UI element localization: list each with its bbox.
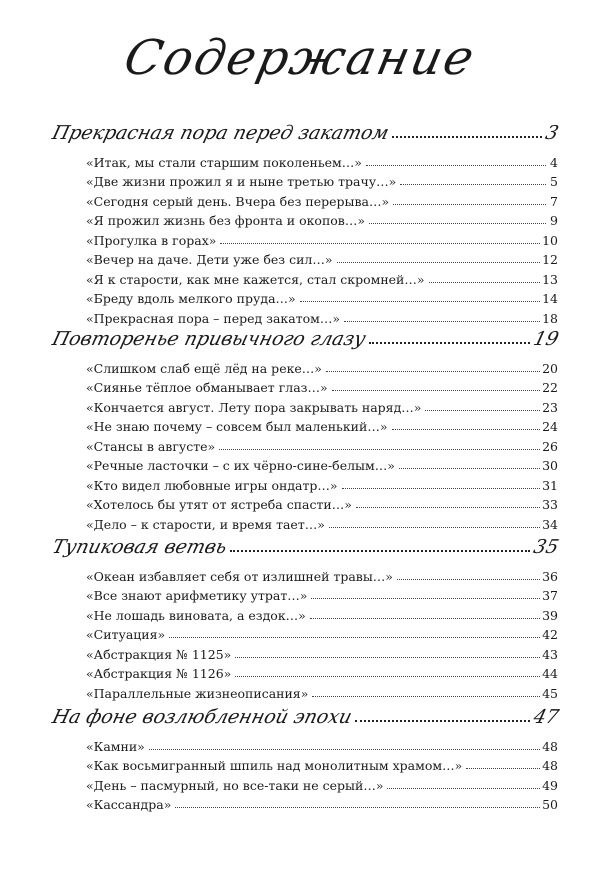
dot-leader	[393, 204, 546, 205]
dot-leader	[329, 527, 540, 528]
entry-title: «Кассандра»	[86, 797, 172, 812]
toc-entry[interactable]	[86, 793, 558, 813]
dot-leader	[310, 618, 540, 619]
entry-list	[50, 150, 558, 326]
dot-leader	[342, 488, 541, 489]
entry-title: «Я к старости, как мне кажется, стал скромней…»	[86, 271, 425, 287]
toc-entry[interactable]	[86, 189, 558, 209]
toc-entry[interactable]	[86, 623, 558, 643]
entry-title: «Абстракция № 1126»	[86, 666, 232, 681]
dot-leader	[337, 262, 541, 263]
toc-entry[interactable]	[86, 434, 558, 454]
dot-leader	[230, 550, 530, 552]
dot-leader	[369, 223, 546, 224]
entry-page-number: 50	[542, 797, 558, 812]
entry-page-number: 48	[542, 758, 558, 773]
entry-list	[50, 356, 558, 532]
entry-title: «Вечер на даче. Дети уже без сил…»	[86, 252, 333, 267]
entry-page-number: 43	[542, 646, 558, 662]
toc-entry[interactable]	[86, 754, 558, 774]
dot-leader	[392, 429, 541, 430]
section-heading[interactable]	[50, 530, 561, 558]
dot-leader	[235, 657, 540, 658]
entry-title: «Слишком слаб ещё лёд на реке…»	[86, 360, 322, 376]
dot-leader	[219, 449, 540, 450]
section-heading[interactable]	[50, 700, 561, 728]
section-page-number: 35	[531, 536, 561, 558]
entry-title: «Стансы в августе»	[86, 438, 216, 454]
toc-entry[interactable]	[86, 415, 558, 435]
dot-leader	[235, 676, 540, 677]
toc-entry[interactable]	[86, 376, 558, 396]
section-title: Тупиковая ветвь	[50, 536, 230, 558]
entry-title: «Ситуация»	[86, 627, 166, 642]
toc-entry[interactable]	[86, 287, 558, 307]
toc-entry[interactable]	[86, 150, 558, 170]
dot-leader	[169, 637, 540, 638]
section-heading[interactable]	[50, 322, 561, 350]
entry-page-number: 7	[550, 193, 558, 209]
dot-leader	[366, 165, 546, 166]
entry-page-number: 5	[550, 174, 558, 189]
dot-leader	[312, 696, 540, 697]
entry-title: «Как восьмигранный шпиль над монолитным храмом…»	[86, 758, 463, 773]
dot-leader	[369, 342, 530, 344]
entry-page-number: 26	[542, 438, 558, 454]
entry-title: «Я прожил жизнь без фронта и окопов…»	[86, 213, 365, 228]
entry-page-number: 34	[542, 516, 558, 532]
section-title: На фоне возлюбленной эпохи	[50, 706, 355, 728]
page-title: Содержание	[119, 30, 481, 86]
entry-page-number: 30	[542, 458, 558, 473]
entry-page-number: 18	[542, 310, 558, 326]
toc-entry[interactable]	[86, 454, 558, 474]
toc-entry[interactable]	[86, 584, 558, 604]
entry-page-number: 22	[542, 380, 558, 395]
entry-page-number: 13	[542, 271, 558, 287]
entry-title: «Абстракция № 1125»	[86, 646, 232, 662]
entry-title: «Кто видел любовные игры ондатр…»	[86, 477, 338, 493]
dot-leader	[149, 749, 540, 750]
dot-leader	[425, 410, 540, 411]
entry-title: «День – пасмурный, но все-таки не серый…»	[86, 777, 384, 793]
entry-list	[50, 734, 558, 812]
dot-leader	[400, 184, 546, 185]
toc-entry[interactable]	[86, 564, 558, 584]
entry-page-number: 48	[542, 738, 558, 754]
entry-title: «Две жизни прожил я и ныне третью трачу…»	[86, 174, 397, 189]
toc-entry[interactable]	[86, 248, 558, 268]
entry-page-number: 39	[542, 607, 558, 623]
entry-title: «Не лошадь виновата, а ездок…»	[86, 607, 306, 623]
toc-entry[interactable]	[86, 773, 558, 793]
entry-title: «Прогулка в горах»	[86, 232, 217, 248]
entry-title: «Параллельные жизнеописания»	[86, 685, 309, 701]
section-page-number: 3	[543, 122, 561, 144]
entry-page-number: 31	[542, 477, 558, 493]
section-title: Повторенье привычного глазу	[50, 328, 369, 350]
toc-entry[interactable]	[86, 493, 558, 513]
dot-leader	[220, 243, 540, 244]
section-page-number: 47	[531, 706, 561, 728]
dot-leader	[311, 598, 540, 599]
entry-page-number: 14	[542, 291, 558, 306]
dot-leader	[175, 807, 540, 808]
toc-entry[interactable]	[86, 734, 558, 754]
entry-page-number: 23	[542, 399, 558, 415]
dot-leader	[392, 136, 542, 138]
entry-page-number: 36	[542, 568, 558, 584]
entry-title: «Дело – к старости, и время тает…»	[86, 516, 325, 532]
entry-page-number: 44	[542, 666, 558, 681]
toc-entry[interactable]	[86, 642, 558, 662]
dot-leader	[332, 390, 540, 391]
entry-page-number: 33	[542, 497, 558, 512]
toc-entry[interactable]	[86, 356, 558, 376]
toc-entry[interactable]	[86, 512, 558, 532]
entry-title: «Кончается август. Лету пора закрывать наряд…»	[86, 399, 422, 415]
entry-page-number: 10	[542, 232, 558, 248]
entry-title: «Бреду вдоль мелкого пруда…»	[86, 291, 296, 306]
entry-title: «Хотелось бы утят от ястреба спасти…»	[86, 497, 352, 512]
entry-page-number: 37	[542, 588, 558, 603]
entry-title: «Сегодня серый день. Вчера без перерыва…»	[86, 193, 390, 209]
toc-section	[50, 322, 561, 532]
dot-leader	[300, 301, 540, 302]
entry-page-number: 9	[550, 213, 558, 228]
entry-page-number: 4	[550, 154, 558, 170]
entry-title: «Прекрасная пора – перед закатом…»	[86, 310, 341, 326]
toc-entry[interactable]	[86, 228, 558, 248]
section-page-number: 19	[531, 328, 561, 350]
toc-entry[interactable]	[86, 267, 558, 287]
entry-title: «Не знаю почему – совсем был маленький…»	[86, 419, 388, 434]
entry-title: «Речные ласточки – с их чёрно-сине-белым…»	[86, 458, 395, 473]
toc-section	[50, 116, 561, 326]
dot-leader	[466, 768, 540, 769]
entry-page-number: 49	[542, 777, 558, 793]
toc-entry[interactable]	[86, 603, 558, 623]
section-title: Прекрасная пора перед закатом	[50, 122, 392, 144]
dot-leader	[397, 579, 540, 580]
section-heading[interactable]	[50, 116, 561, 144]
dot-leader	[429, 282, 541, 283]
dot-leader	[387, 788, 540, 789]
dot-leader	[399, 468, 540, 469]
entry-page-number: 12	[542, 252, 558, 267]
toc-entry[interactable]	[86, 170, 558, 190]
toc-entry[interactable]	[86, 662, 558, 682]
entry-title: «Все знают арифметику утрат…»	[86, 588, 308, 603]
entry-list	[50, 564, 558, 701]
entry-title: «Итак, мы стали старшим поколеньем…»	[86, 154, 362, 170]
dot-leader	[326, 371, 540, 372]
toc-section	[50, 530, 561, 701]
entry-title: «Камни»	[86, 738, 145, 754]
dot-leader	[356, 507, 540, 508]
entry-page-number: 42	[542, 627, 558, 642]
dot-leader	[355, 720, 530, 722]
entry-title: «Океан избавляет себя от излишней травы…»	[86, 568, 393, 584]
toc-entry[interactable]	[86, 473, 558, 493]
toc-entry[interactable]	[86, 681, 558, 701]
toc-section	[50, 700, 561, 812]
entry-page-number: 24	[542, 419, 558, 434]
toc-entry[interactable]	[86, 209, 558, 229]
entry-page-number: 20	[542, 360, 558, 376]
entry-title: «Сиянье тёплое обманывает глаз…»	[86, 380, 328, 395]
entry-page-number: 45	[542, 685, 558, 701]
toc-entry[interactable]	[86, 395, 558, 415]
